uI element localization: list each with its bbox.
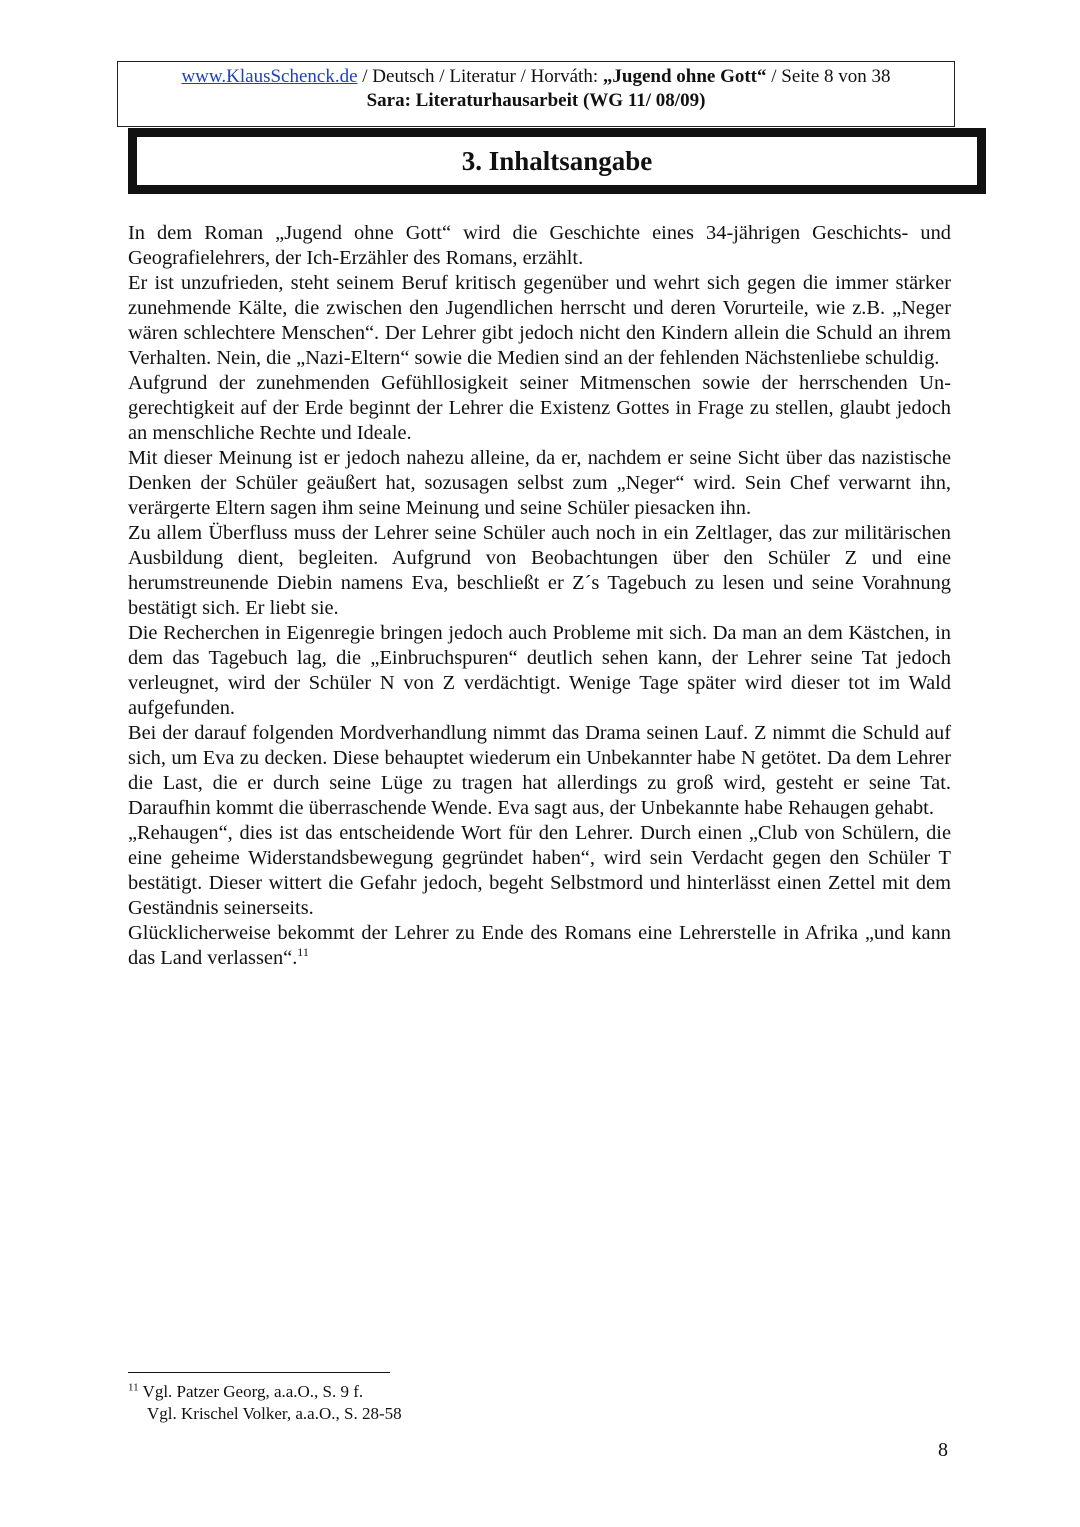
header-crumb-post: / Seite 8 von 38 — [766, 66, 891, 87]
footnote-divider — [128, 1372, 390, 1373]
website-link[interactable]: www.KlausSchenck.de — [181, 66, 358, 87]
document-body — [128, 221, 951, 971]
section-title-box — [128, 128, 986, 194]
paragraph: Die Recherchen in Eigenregie bringen jedoch auch Probleme mit sich. Da man an dem Kästchen, in dem das Tagebuch lag, die „Einbruchspuren“ deutlich sehen kann, der Lehrer seine Tat jedoch verleugnet, wird der Schüler N von Z verdächtigt. Wenige Tage später wird dieser tot im Wald aufgefunden. — [128, 622, 951, 719]
footnote-line-1 — [128, 1381, 828, 1403]
paragraph-last — [128, 921, 951, 971]
footnote-reference[interactable]: 11 — [297, 945, 309, 960]
header-breadcrumb — [118, 65, 954, 89]
paragraph-text: Glücklicherweise bekommt der Lehrer zu Ende des Romans eine Lehrerstelle in Afrika „und kann das Land verlassen“. — [128, 922, 951, 969]
footnote-number: 11 — [128, 1381, 139, 1394]
paragraph: Bei der darauf folgenden Mordverhandlung nimmt das Drama seinen Lauf. Z nimmt die Schuld auf sich, um Eva zu decken. Diese behauptet wiederum ein Unbekannter habe N getötet. Da dem Lehrer die Last, die er durch seine Lüge zu tragen hat allerdings zu groß wird, gesteht er seine Tat. Daraufhin kommt die überraschende Wende. Eva sagt aus, der Unbekannte habe Rehaugen gehabt. — [128, 722, 951, 819]
paragraph: Mit dieser Meinung ist er jedoch nahezu alleine, da er, nachdem er seine Sicht über das nazistische Denken der Schüler geäußert hat, sozusagen selbst zum „Neger“ wird. Sein Chef verwarnt ihn, verärgerte Eltern sagen ihm seine Meinung und seine Schüler piesacken ihn. — [128, 447, 951, 519]
page-header — [117, 61, 955, 127]
header-crumb-pre: / Deutsch / Literatur / Horváth: — [357, 66, 603, 87]
footnote-text-1: Vgl. Patzer Georg, a.a.O., S. 9 f. — [138, 1382, 364, 1401]
section-title: 3. Inhaltsangabe — [137, 137, 977, 185]
header-subtitle: Sara: Literaturhausarbeit (WG 11/ 08/09) — [366, 90, 706, 111]
paragraph: Aufgrund der zunehmenden Gefühllosigkeit seiner Mitmenschen sowie der herrschenden Ungerechtigkeit auf der Erde beginnt der Lehrer die Existenz Gottes in Frage zu stellen, glaubt jedoch an menschliche Rechte und Ideale. — [128, 372, 951, 444]
paragraph: Zu allem Überfluss muss der Lehrer seine Schüler auch noch in ein Zeltlager, das zur militärischen Ausbildung dient, begleiten. Aufgrund von Beobachtungen über den Schüler Z und eine herumstreunende Diebin namens Eva, beschließt er Z´s Tagebuch zu lesen und seine Vorahnung bestätigt sich. Er liebt sie. — [128, 522, 951, 619]
paragraph: In dem Roman „Jugend ohne Gott“ wird die Geschichte eines 34-jährigen Geschichts- und Geografielehrers, der Ich-Erzähler des Romans, erzählt. — [128, 222, 951, 269]
header-book-title: „Jugend ohne Gott“ — [602, 66, 767, 87]
paragraph: Er ist unzufrieden, steht seinem Beruf kritisch gegenüber und wehrt sich gegen die immer stärker zunehmende Kälte, die zwischen den Jugendlichen herrscht und deren Vorurteile, wie z.B. „Neger wären schlechtere Menschen“. Der Lehrer gibt jedoch nicht den Kindern allein die Schuld an ihrem Verhalten. Nein, die „Nazi-Eltern“ sowie die Medien sind an der fehlenden Nächstenliebe schuldig. — [128, 272, 951, 369]
paragraph: „Rehaugen“, dies ist das entscheidende Wort für den Lehrer. Durch einen „Club von Schülern, die eine geheime Widerstandsbewegung gegründet haben“, wird sein Verdacht gegen den Schüler T bestätigt. Dieser wittert die Gefahr jedoch, begeht Selbstmord und hinterlässt einen Zettel mit dem Geständnis seinerseits. — [128, 822, 951, 919]
footnote — [128, 1381, 828, 1425]
page-number: 8 — [938, 1439, 948, 1461]
footnote-line-2: Vgl. Krischel Volker, a.a.O., S. 28-58 — [147, 1404, 402, 1423]
